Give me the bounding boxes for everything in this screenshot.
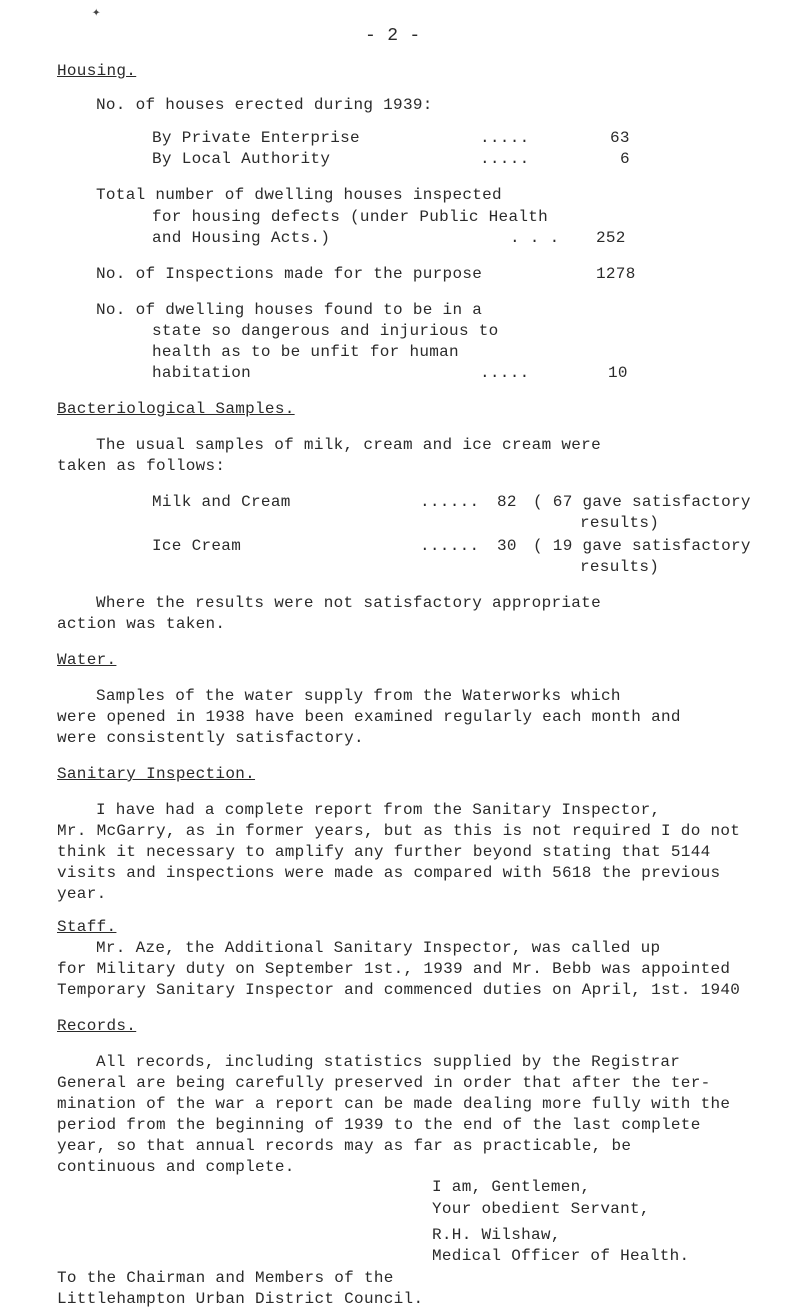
private-enterprise-leader: ..... (480, 129, 530, 147)
inspected-line-3: and Housing Acts.) (152, 229, 331, 247)
signatory-title: Medical Officer of Health. (432, 1247, 690, 1265)
page-number: - 2 - (365, 26, 421, 46)
staff-line-1: Mr. Aze, the Additional Sanitary Inspector, was called up (96, 939, 661, 957)
sanitary-line-3: think it necessary to amplify any further beyond stating that 5144 (57, 843, 711, 861)
milk-note-2: results) (580, 514, 660, 532)
inspections-label: No. of Inspections made for the purpose (96, 265, 483, 283)
housing-heading: Housing. (57, 62, 137, 80)
sanitary-line-4: visits and inspections were made as compared with 5618 the previous (57, 864, 721, 882)
ice-cream-note-2: results) (580, 558, 660, 576)
dangerous-value: 10 (608, 364, 628, 382)
staff-line-2: for Military duty on September 1st., 1939 and Mr. Bebb was appointed (57, 960, 731, 978)
dangerous-line-2: state so dangerous and injurious to (152, 322, 499, 340)
milk-note-1: ( 67 gave satisfactory (533, 493, 751, 511)
address-line-2: Littlehampton Urban District Council. (57, 1290, 424, 1308)
local-authority-value: 6 (620, 150, 630, 168)
staff-heading: Staff. (57, 918, 117, 936)
ice-cream-label: Ice Cream (152, 537, 242, 555)
inspected-leader: . . . (510, 229, 560, 247)
private-enterprise-value: 63 (610, 129, 630, 147)
milk-leader: ...... (420, 493, 480, 511)
records-line-2: General are being carefully preserved in order that after the ter- (57, 1074, 711, 1092)
salutation: I am, Gentlemen, (432, 1178, 591, 1196)
records-line-3: mination of the war a report can be made dealing more fully with the (57, 1095, 731, 1113)
corner-mark: ✦ (92, 5, 101, 21)
sanitary-heading: Sanitary Inspection. (57, 765, 256, 783)
inspected-line-1: Total number of dwelling houses inspected (96, 186, 502, 204)
inspected-value: 252 (596, 229, 626, 247)
records-heading: Records. (57, 1017, 137, 1035)
water-heading: Water. (57, 651, 117, 669)
dangerous-leader: ..... (480, 364, 530, 382)
ice-cream-note-1: ( 19 gave satisfactory (533, 537, 751, 555)
records-line-5: year, so that annual records may as far as practicable, be (57, 1137, 632, 1155)
records-line-6: continuous and complete. (57, 1158, 295, 1176)
sanitary-line-5: year. (57, 885, 107, 903)
action-line-2: action was taken. (57, 615, 226, 633)
staff-line-3: Temporary Sanitary Inspector and commenced duties on April, 1st. 1940 (57, 981, 741, 999)
local-authority-leader: ..... (480, 150, 530, 168)
water-line-3: were consistently satisfactory. (57, 729, 364, 747)
sanitary-line-2: Mr. McGarry, as in former years, but as this is not required I do not (57, 822, 741, 840)
houses-erected-intro: No. of houses erected during 1939: (96, 96, 433, 114)
sanitary-line-1: I have had a complete report from the Sanitary Inspector, (96, 801, 661, 819)
obedient-servant: Your obedient Servant, (432, 1200, 650, 1218)
dangerous-line-4: habitation (152, 364, 252, 382)
ice-cream-leader: ...... (420, 537, 480, 555)
dangerous-line-3: health as to be unfit for human (152, 343, 459, 361)
signatory-name: R.H. Wilshaw, (432, 1226, 561, 1244)
local-authority-label: By Local Authority (152, 150, 331, 168)
bacteriological-intro-1: The usual samples of milk, cream and ice cream were (96, 436, 601, 454)
bacteriological-heading: Bacteriological Samples. (57, 400, 295, 418)
water-line-1: Samples of the water supply from the Waterworks which (96, 687, 621, 705)
water-line-2: were opened in 1938 have been examined regularly each month and (57, 708, 681, 726)
records-line-4: period from the beginning of 1939 to the end of the last complete (57, 1116, 701, 1134)
milk-value: 82 (497, 493, 517, 511)
ice-cream-value: 30 (497, 537, 517, 555)
milk-label: Milk and Cream (152, 493, 291, 511)
inspections-value: 1278 (596, 265, 636, 283)
address-line-1: To the Chairman and Members of the (57, 1269, 394, 1287)
records-line-1: All records, including statistics supplied by the Registrar (96, 1053, 681, 1071)
action-line-1: Where the results were not satisfactory appropriate (96, 594, 601, 612)
dangerous-line-1: No. of dwelling houses found to be in a (96, 301, 483, 319)
bacteriological-intro-2: taken as follows: (57, 457, 226, 475)
private-enterprise-label: By Private Enterprise (152, 129, 360, 147)
inspected-line-2: for housing defects (under Public Health (152, 208, 549, 226)
